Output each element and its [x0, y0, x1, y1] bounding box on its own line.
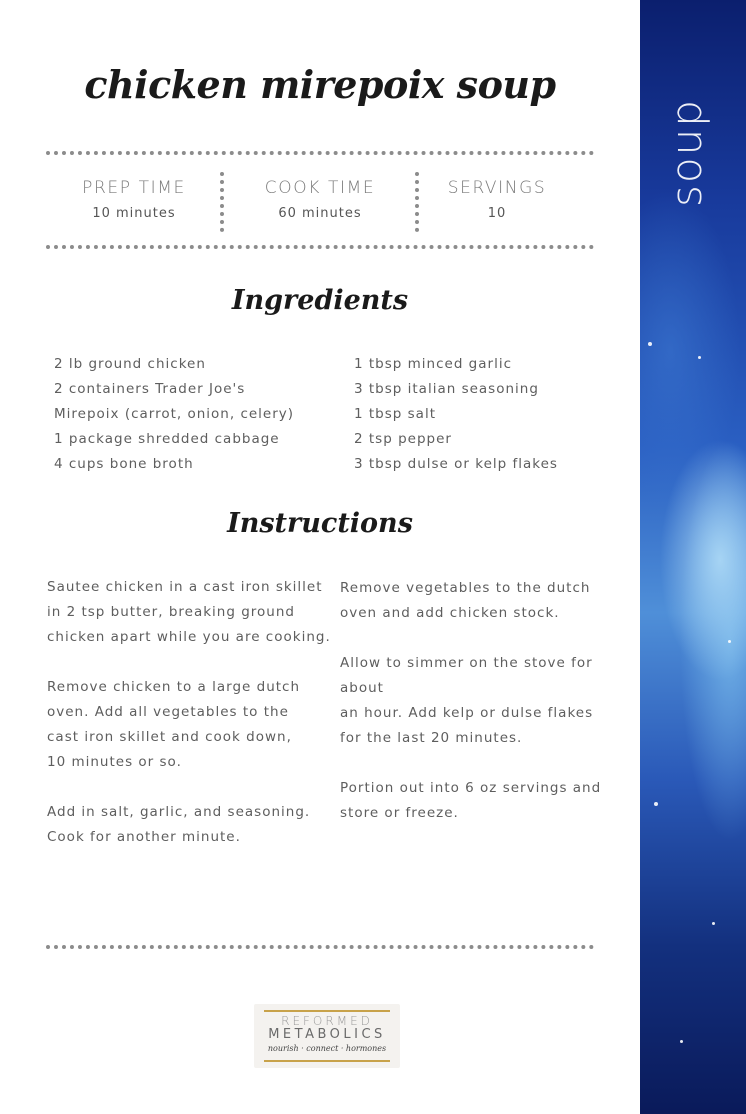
- ingredients-heading: Ingredients: [231, 285, 409, 316]
- divider-vertical-1: [220, 172, 224, 232]
- recipe-title: chicken mirepoix soup: [84, 62, 556, 107]
- cook-time-value: 60 minutes: [278, 206, 362, 221]
- logo-line-1: REFORMED: [281, 1014, 373, 1028]
- category-label: soup: [662, 98, 711, 208]
- cook-time-label: COOK TIME: [264, 178, 376, 198]
- instructions-left-column: [47, 575, 331, 875]
- ingredients-list-right: [354, 352, 558, 477]
- instructions-right-column: [340, 576, 640, 851]
- instruction-step: Allow to simmer on the stove for about an hour. Add kelp or dulse flakes for the last 20 minutes.: [340, 655, 594, 746]
- logo-line-2: METABOLICS: [268, 1027, 386, 1042]
- instructions-heading: Instructions: [227, 508, 413, 539]
- ingredient-item: 4 cups bone broth: [54, 456, 194, 472]
- star-decoration: [654, 802, 658, 806]
- brand-logo: [254, 1004, 400, 1068]
- ingredients-list-left: [54, 352, 294, 477]
- instruction-step: Remove vegetables to the dutch oven and add chicken stock.: [340, 580, 591, 621]
- logo-frame-bottom: [264, 1060, 390, 1062]
- logo-tagline: nourish · connect · hormones: [267, 1044, 387, 1053]
- star-decoration: [728, 640, 731, 643]
- galaxy-sidebar: [640, 0, 746, 1114]
- ingredient-item: 1 package shredded cabbage: [54, 431, 280, 447]
- ingredient-item: 2 lb ground chicken: [54, 356, 206, 372]
- divider-meta-bottom: [46, 245, 594, 249]
- ingredient-item: Mirepoix (carrot, onion, celery): [54, 406, 295, 422]
- prep-time: [49, 178, 219, 221]
- ingredient-item: 3 tbsp italian seasoning: [354, 381, 539, 397]
- star-decoration: [648, 342, 652, 346]
- instruction-step: Add in salt, garlic, and seasoning. Cook for another minute.: [47, 804, 311, 845]
- servings: [412, 178, 582, 221]
- prep-time-label: PREP TIME: [82, 178, 186, 198]
- divider-bottom: [46, 945, 594, 949]
- servings-label: SERVINGS: [447, 178, 547, 198]
- instruction-step: Remove chicken to a large dutch oven. Add all vegetables to the cast iron skillet and cook down, 10 minutes or so.: [47, 679, 301, 770]
- divider-top: [46, 151, 594, 155]
- cook-time: [235, 178, 405, 221]
- instruction-step: Sautee chicken in a cast iron skillet in 2 tsp butter, breaking ground chicken apart while you are cooking.: [47, 579, 331, 645]
- logo-frame-top: [264, 1010, 390, 1012]
- ingredient-item: 2 containers Trader Joe's: [54, 381, 246, 397]
- servings-value: 10: [487, 206, 507, 221]
- star-decoration: [698, 356, 701, 359]
- instruction-step: Portion out into 6 oz servings and store or freeze.: [340, 780, 602, 821]
- ingredient-item: 3 tbsp dulse or kelp flakes: [354, 456, 558, 472]
- ingredient-item: 1 tbsp salt: [354, 406, 436, 422]
- ingredient-item: 2 tsp pepper: [354, 431, 452, 447]
- star-decoration: [680, 1040, 683, 1043]
- prep-time-value: 10 minutes: [92, 206, 176, 221]
- star-decoration: [712, 922, 715, 925]
- ingredient-item: 1 tbsp minced garlic: [354, 356, 512, 372]
